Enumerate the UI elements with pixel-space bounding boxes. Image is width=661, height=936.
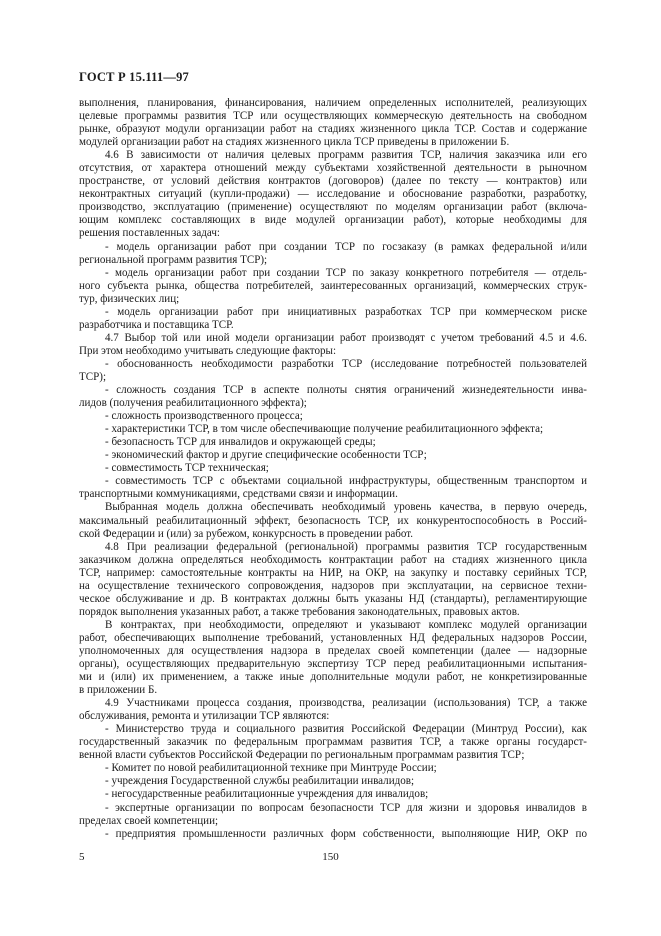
text-line: модулей организации работ на стадиях жизненного цикла ТСР приведены в приложении Б. (79, 136, 510, 149)
text-line: 4.8 При реализации федеральной (региональной) программы развития ТСР государственным (105, 540, 587, 553)
text-line: пределах своей компетенции; (79, 814, 219, 827)
text-line: рынке, образуют модули организации работ на стадиях жизненного цикла ТСР. Состав и содержание (79, 123, 587, 136)
text-line: - сложность производственного процесса; (105, 410, 303, 423)
text-line: в приложении Б. (79, 684, 158, 697)
text-line: - Комитет по новой реабилитационной технике при Минтруде России; (105, 762, 437, 775)
text-line: ческое обслуживание и др. В контрактах должны быть указаны НД (стандарты), регламентирующие (79, 592, 587, 605)
text-line: В контрактах, при необходимости, определяют и указывают комплекс модулей организации (105, 618, 587, 631)
text-line: ми и (или) их применением, а также иные дополнительные модули работ, не конкретизированные (79, 671, 587, 684)
text-line: - экономический фактор и другие специфические особенности ТСР; (105, 449, 427, 462)
text-line: - экспертные организации по вопросам безопасности ТСР для жизни и здоровья инвалидов в (105, 801, 587, 814)
text-line: уполномоченных для осуществления надзора в пределах своей компетенции (далее — надзорные (79, 644, 587, 657)
text-line: ТСР, например: самостоятельные контракты на НИР, на ОКР, на закупку и поставку серийных ТСР, (79, 566, 587, 579)
text-line: транспортными коммуникациями, средствами связи и информации. (79, 488, 398, 501)
text-line: - безопасность ТСР для инвалидов и окружающей среды; (105, 436, 376, 449)
text-line: максимальный реабилитационный эффект, безопасность ТСР, их конкурентоспособность в Россий- (79, 514, 587, 527)
text-line: производство, эксплуатацию (применение) осуществляют по моделям организации работ (включа- (79, 201, 587, 214)
document-header: ГОСТ Р 15.111—97 (79, 70, 189, 84)
text-line: - сложность создания ТСР в аспекте полноты снятия ограничений жизнедеятельности инва- (105, 384, 587, 397)
text-line: Выбранная модель должна обеспечивать необходимый уровень качества, в первую очередь, (105, 501, 587, 514)
text-line: заказчиком должна определяться необходимость контрактации работ на стадиях жизненного цикла (79, 553, 587, 566)
text-line: - модель организации работ при создании ТСР по заказу конкретного потребителя — отдель- (105, 266, 587, 279)
text-line: обслуживания, ремонта и утилизации ТСР являются: (79, 710, 330, 723)
text-line: ТСР); (79, 370, 107, 383)
text-line: 4.6 В зависимости от наличия целевых программ развития ТСР, наличия заказчика или его (105, 149, 587, 162)
text-line: - совместимость ТСР техническая; (105, 462, 269, 475)
text-line: выполнения, планирования, финансирования, наличием определенных исполнителей, реализующих (79, 97, 587, 109)
body-text (79, 97, 587, 841)
text-line: - модель организации работ при создании ТСР по госзаказу (в рамках федеральной и/или (105, 240, 587, 253)
text-line: - учреждения Государственной службы реабилитации инвалидов; (105, 775, 415, 788)
text-line: тур, физических лиц; (79, 292, 180, 305)
text-line: ного субъекта рынка, общества потребителей, заинтересованных организаций, коммерческих струк- (79, 279, 587, 292)
text-line: ющим комплекс составляющих в виде модулей организации работ), которые необходимы для (79, 214, 587, 227)
text-line: работ, обеспечивающих выполнение требований, установленных НД федеральных надзоров России, (79, 631, 587, 644)
text-line: - совместимость ТСР с объектами социальной инфраструктуры, общественным транспортом и (105, 475, 587, 488)
text-line: на осуществление технического сопровождения, надзоров при эксплуатации, на сервисное техни- (79, 579, 587, 592)
text-line: ской Федерации и (или) за рубежом, конкурсность в проведении работ. (79, 527, 414, 540)
text-line: неконтрактных ситуаций (купли-продажи) — исследование и обоснование разработки, разработку, (79, 188, 587, 201)
text-line: При этом необходимо учитывать следующие факторы: (79, 344, 337, 357)
text-line: государственный заказчик по федеральным программам развития ТСР, а также органы государст- (79, 736, 587, 749)
text-line: лидов (получения реабилитационного эффекта); (79, 397, 307, 410)
text-line: решения поставленных задач: (79, 227, 220, 240)
text-line: - Министерство труда и социального развития Российской Федерации (Минтруд России), как (105, 723, 587, 736)
text-line: - предприятия промышленности различных форм собственности, выполняющие НИР, ОКР по (105, 827, 587, 840)
page-number-left: 5 (79, 851, 85, 863)
text-line: отсутствия, от характера отношений между субъектами хозяйственной деятельности в рыночном (79, 162, 587, 175)
text-line: - характеристики ТСР, в том числе обеспечивающие получение реабилитационного эффекта; (105, 423, 544, 436)
text-line: 4.9 Участниками процесса создания, производства, реализации (использования) ТСР, а также (105, 697, 587, 710)
text-line: венной власти субъектов Российской Федерации по региональным программам развития ТСР; (79, 749, 525, 762)
text-line: разработчика и поставщика ТСР. (79, 318, 234, 331)
text-line: порядок выполнения указанных работ, а также требования законодательных, правовых актов. (79, 605, 520, 618)
text-line: - модель организации работ при инициативных разработках ТСР при коммерческом риске (105, 305, 587, 318)
page-number-center: 150 (322, 851, 339, 863)
text-line: 4.7 Выбор той или иной модели организации работ производят с учетом требований 4.5 и 4.6. (105, 331, 587, 344)
text-line: - обоснованность необходимости разработки ТСР (исследование потребностей пользователей (105, 357, 587, 370)
text-line: региональной программ развития ТСР); (79, 253, 268, 266)
text-line: целевые программы развития ТСР или осуществляющих коммерческую деятельность на свободном (79, 110, 587, 123)
text-line: - негосударственные реабилитационные учреждения для инвалидов; (105, 788, 429, 801)
text-line: пространстве, от условий действия контрактов (договоров) (далее по тексту — контрактов) или (79, 175, 587, 188)
text-line: органы), осуществляющих предварительную экспертизу ТСР перед реабилитационными испытания- (79, 658, 587, 671)
